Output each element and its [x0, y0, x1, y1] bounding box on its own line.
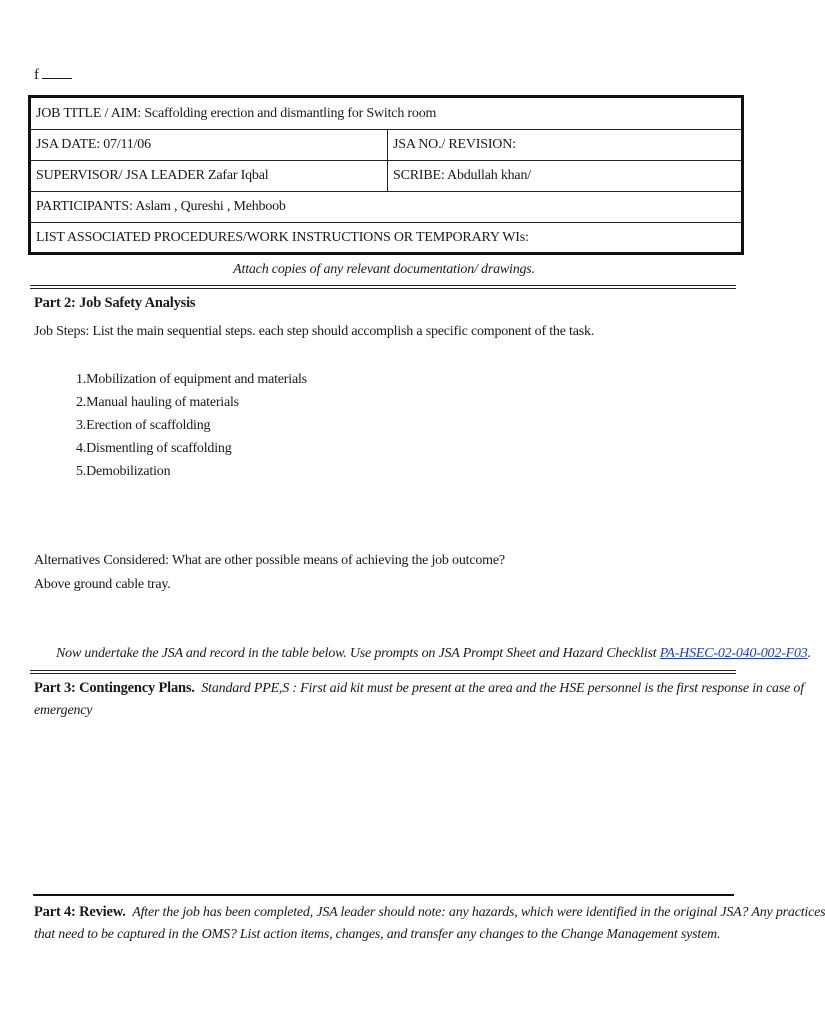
part3-line1 [34, 680, 804, 697]
part4-line1 [34, 904, 825, 921]
row-supervisor [31, 161, 741, 192]
supervisor-field: SUPERVISOR/ JSA LEADER Zafar Iqbal [31, 161, 388, 191]
undertake-end: . [807, 646, 811, 661]
row-procedures [31, 223, 741, 252]
list-item: 3.Erection of scaffolding [76, 418, 211, 433]
part4-heading: Part 4: Review. [34, 904, 126, 920]
alternatives-question: Alternatives Considered: What are other possible means of achieving the job outcome? [34, 553, 505, 568]
form-number [34, 66, 72, 84]
row-date [31, 130, 741, 161]
row-job-title [31, 98, 741, 130]
divider-part3 [30, 670, 736, 674]
undertake-text: Now undertake the JSA and record in the table below. Use prompts on JSA Prompt Sheet and Hazard Checklist [56, 646, 660, 661]
row-participants [31, 192, 741, 223]
alternatives-answer: Above ground cable tray. [34, 577, 171, 592]
job-steps-list [76, 368, 307, 483]
hazard-checklist-link[interactable]: PA-HSEC-02-040-002-F03 [659, 646, 808, 661]
list-item: 1.Mobilization of equipment and materials [76, 372, 307, 387]
list-item: 2.Manual hauling of materials [76, 395, 239, 410]
part3-text-cont: emergency [34, 703, 93, 718]
job-title-field: JOB TITLE / AIM: Scaffolding erection and dismantling for Switch room [36, 105, 437, 121]
part2-heading: Part 2: Job Safety Analysis [34, 295, 196, 311]
form-number-prefix: f [34, 67, 39, 83]
divider-part2 [30, 285, 736, 289]
participants-field: PARTICIPANTS: Aslam , Qureshi , Mehboob [36, 199, 286, 214]
part3-heading: Part 3: Contingency Plans. [34, 680, 195, 696]
attach-note: Attach copies of any relevant documentation/ drawings. [233, 262, 535, 277]
procedures-field: LIST ASSOCIATED PROCEDURES/WORK INSTRUCTIONS OR TEMPORARY WIs: [36, 229, 529, 245]
form-number-blank[interactable] [42, 66, 72, 79]
undertake-instruction [56, 646, 811, 662]
part3-text: Standard PPE,S : First aid kit must be present at the area and the HSE personnel is the first response in case of [201, 681, 804, 696]
list-item: 5.Demobilization [76, 464, 171, 479]
job-steps-intro: Job Steps: List the main sequential steps. each step should accomplish a specific component of the task. [34, 324, 595, 339]
jsa-date-field: JSA DATE: 07/11/06 [31, 130, 388, 160]
divider-part4 [33, 894, 734, 896]
scribe-field: SCRIBE: Abdullah khan/ [393, 168, 531, 183]
part4-text: After the job has been completed, JSA leader should note: any hazards, which were identified in the original JSA? Any practices [132, 905, 825, 920]
list-item: 4.Dismentling of scaffolding [76, 441, 232, 456]
jsa-no-field: JSA NO./ REVISION: [393, 137, 516, 152]
jsa-header-table [28, 95, 744, 255]
part4-text-cont: that need to be captured in the OMS? List action items, changes, and transfer any changes to the Change Management system. [34, 927, 721, 942]
